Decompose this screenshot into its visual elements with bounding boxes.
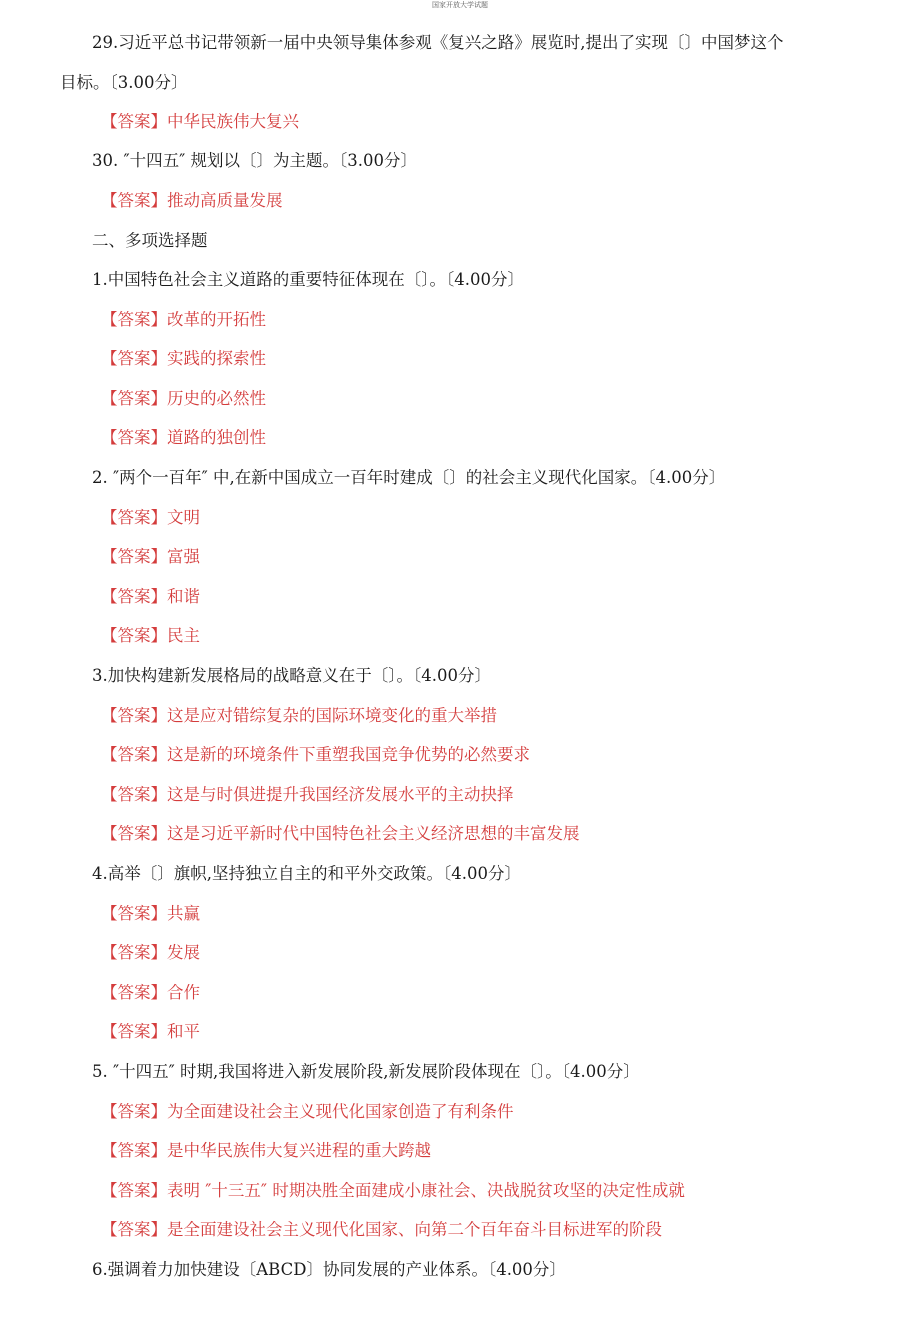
answer-text: 富强 bbox=[167, 547, 200, 566]
answer-text: 是全面建设社会主义现代化国家、向第二个百年奋斗目标进军的阶段 bbox=[167, 1220, 662, 1239]
answer-tag: 【答案】 bbox=[101, 943, 167, 962]
answer-text: 文明 bbox=[167, 508, 200, 527]
answer-tag: 【答案】 bbox=[101, 626, 167, 645]
answer-tag: 【答案】 bbox=[101, 191, 167, 210]
answer-text: 和谐 bbox=[167, 587, 200, 606]
answer-tag: 【答案】 bbox=[101, 112, 167, 131]
answer-tag: 【答案】 bbox=[101, 547, 167, 566]
answer-text: 表明 ″十三五″ 时期决胜全面建成小康社会、决战脱贫攻坚的决定性成就 bbox=[167, 1181, 685, 1200]
answer-text: 历史的必然性 bbox=[167, 389, 266, 408]
mq-3-answer bbox=[101, 744, 530, 766]
mq-4-answer bbox=[101, 903, 200, 925]
page-header: 国家开放大学试题 bbox=[432, 1, 488, 9]
answer-tag: 【答案】 bbox=[101, 1022, 167, 1041]
answer-tag: 【答案】 bbox=[101, 1141, 167, 1160]
answer-text: 实践的探索性 bbox=[167, 349, 266, 368]
mq-1-answer bbox=[101, 388, 266, 410]
answer-tag: 【答案】 bbox=[101, 1102, 167, 1121]
answer-29 bbox=[101, 111, 299, 133]
answer-tag: 【答案】 bbox=[101, 1220, 167, 1239]
mq-3-answer bbox=[101, 823, 580, 845]
answer-tag: 【答案】 bbox=[101, 1181, 167, 1200]
answer-tag: 【答案】 bbox=[101, 310, 167, 329]
mq-2: 2. ″两个一百年″ 中,在新中国成立一百年时建成〔〕的社会主义现代化国家。〔4.00分〕 bbox=[92, 468, 726, 487]
mq-5-answer bbox=[101, 1101, 514, 1123]
mq-4-answer bbox=[101, 942, 200, 964]
question-29-continued: 目标。〔3.00分〕 bbox=[60, 73, 188, 92]
answer-30 bbox=[101, 190, 283, 212]
answer-text: 是中华民族伟大复兴进程的重大跨越 bbox=[167, 1141, 431, 1160]
mq-5-answer bbox=[101, 1219, 662, 1241]
mq-4-answer bbox=[101, 1021, 200, 1043]
answer-tag: 【答案】 bbox=[101, 349, 167, 368]
answer-text: 这是新的环境条件下重塑我国竞争优势的必然要求 bbox=[167, 745, 530, 764]
answer-text: 共赢 bbox=[167, 904, 200, 923]
mq-3-answer bbox=[101, 705, 497, 727]
mq-1: 1.中国特色社会主义道路的重要特征体现在〔〕。〔4.00分〕 bbox=[92, 270, 524, 289]
answer-text: 中华民族伟大复兴 bbox=[167, 112, 299, 131]
answer-text: 道路的独创性 bbox=[167, 428, 266, 447]
answer-tag: 【答案】 bbox=[101, 745, 167, 764]
answer-tag: 【答案】 bbox=[101, 983, 167, 1002]
mq-3: 3.加快构建新发展格局的战略意义在于〔〕。〔4.00分〕 bbox=[92, 666, 491, 685]
question-30: 30. ″十四五″ 规划以〔〕为主题。〔3.00分〕 bbox=[92, 151, 418, 170]
mq-1-answer bbox=[101, 427, 266, 449]
mq-2-answer bbox=[101, 546, 200, 568]
answer-tag: 【答案】 bbox=[101, 824, 167, 843]
answer-text: 和平 bbox=[167, 1022, 200, 1041]
mq-1-answer bbox=[101, 309, 266, 331]
answer-tag: 【答案】 bbox=[101, 428, 167, 447]
mq-2-answer bbox=[101, 507, 200, 529]
answer-tag: 【答案】 bbox=[101, 587, 167, 606]
mq-4-answer bbox=[101, 982, 200, 1004]
mq-2-answer bbox=[101, 625, 200, 647]
answer-text: 改革的开拓性 bbox=[167, 310, 266, 329]
mq-1-answer bbox=[101, 348, 266, 370]
mq-5-answer bbox=[101, 1140, 431, 1162]
answer-tag: 【答案】 bbox=[101, 508, 167, 527]
mq-5: 5. ″十四五″ 时期,我国将进入新发展阶段,新发展阶段体现在〔〕。〔4.00分〕 bbox=[92, 1062, 640, 1081]
answer-text: 发展 bbox=[167, 943, 200, 962]
mq-5-answer bbox=[101, 1180, 685, 1202]
answer-text: 推动高质量发展 bbox=[167, 191, 283, 210]
mq-3-answer bbox=[101, 784, 514, 806]
question-29: 29.习近平总书记带领新一届中央领导集体参观《复兴之路》展览时,提出了实现〔〕中国梦这个 bbox=[92, 33, 784, 52]
answer-tag: 【答案】 bbox=[101, 785, 167, 804]
answer-tag: 【答案】 bbox=[101, 904, 167, 923]
answer-text: 民主 bbox=[167, 626, 200, 645]
section-title: 二、多项选择题 bbox=[92, 231, 208, 250]
answer-text: 这是习近平新时代中国特色社会主义经济思想的丰富发展 bbox=[167, 824, 580, 843]
mq-6: 6.强调着力加快建设〔ABCD〕协同发展的产业体系。〔4.00分〕 bbox=[92, 1260, 566, 1279]
answer-text: 这是应对错综复杂的国际环境变化的重大举措 bbox=[167, 706, 497, 725]
answer-tag: 【答案】 bbox=[101, 389, 167, 408]
answer-text: 这是与时俱进提升我国经济发展水平的主动抉择 bbox=[167, 785, 514, 804]
answer-text: 合作 bbox=[167, 983, 200, 1002]
answer-tag: 【答案】 bbox=[101, 706, 167, 725]
answer-text: 为全面建设社会主义现代化国家创造了有利条件 bbox=[167, 1102, 514, 1121]
mq-2-answer bbox=[101, 586, 200, 608]
mq-4: 4.高举〔〕旗帜,坚持独立自主的和平外交政策。〔4.00分〕 bbox=[92, 864, 521, 883]
